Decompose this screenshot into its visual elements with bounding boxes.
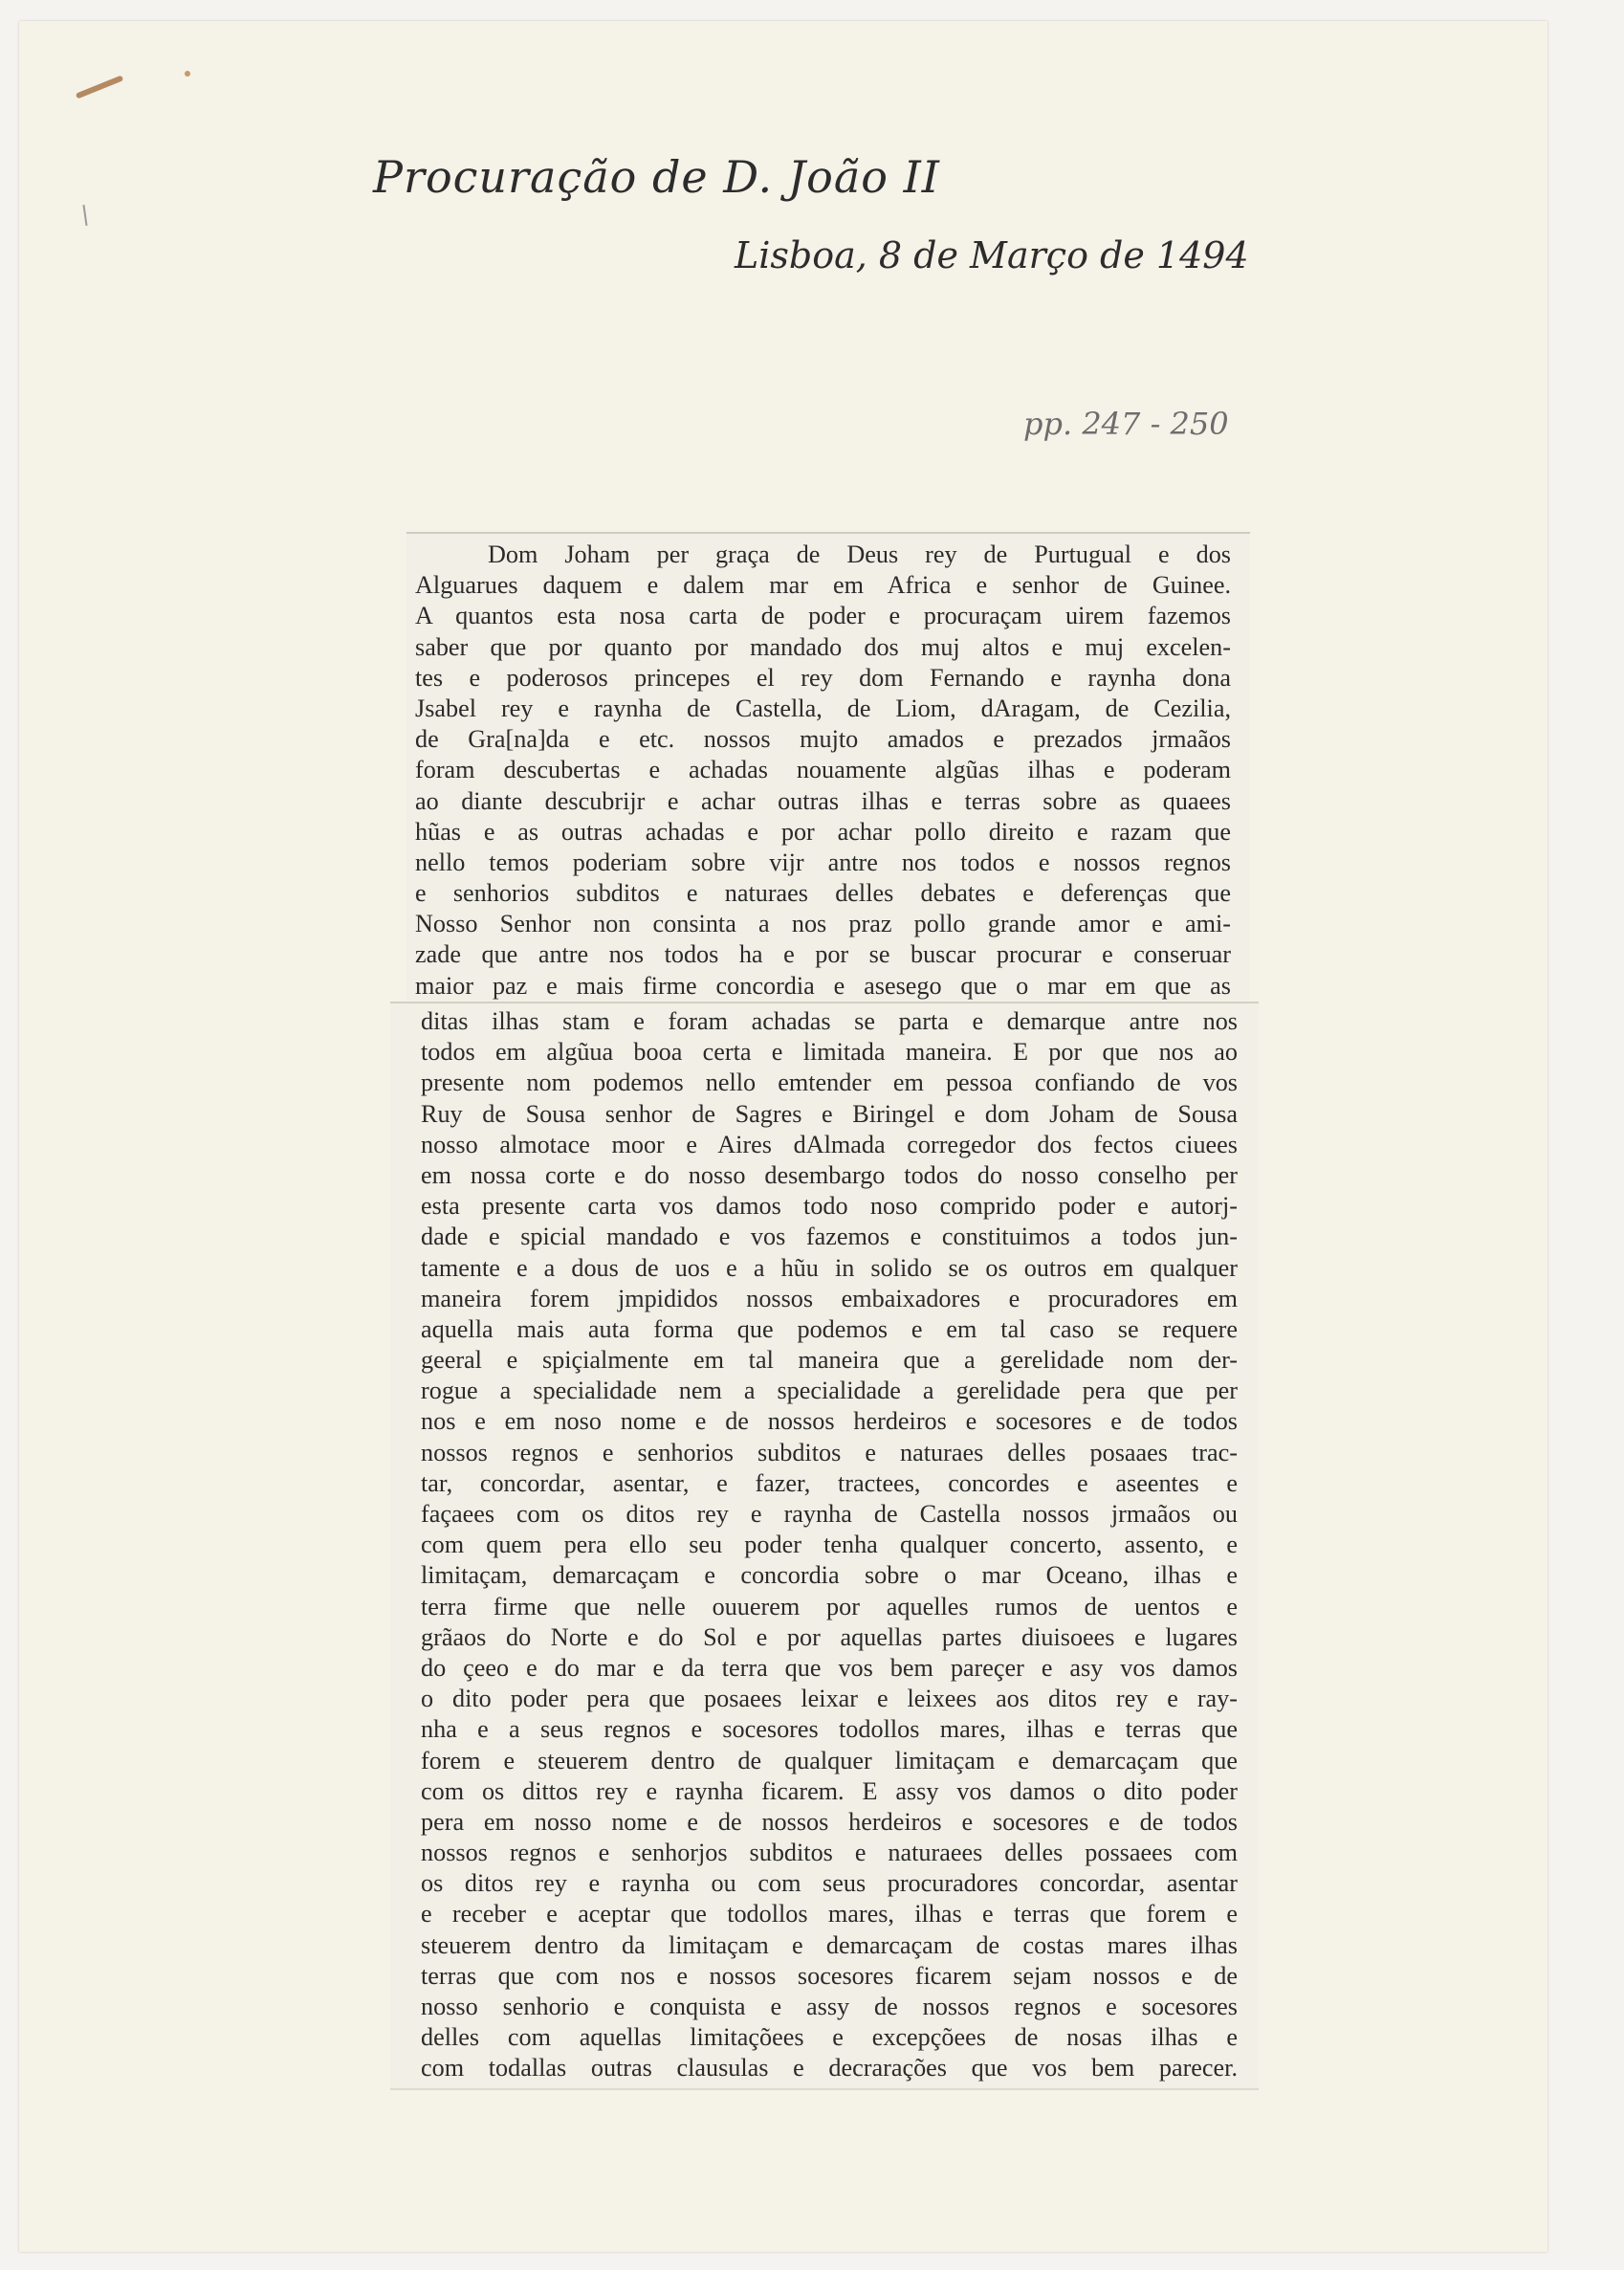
text-line-content: e senhorios subditos e naturaes delles debates e deferenças que <box>415 879 1231 908</box>
text-line <box>421 1899 1238 1929</box>
text-line-content: os ditos rey e raynha ou com seus procuradores concordar, asentar <box>421 1869 1238 1898</box>
text-line-content: foram descubertas e achadas nouamente algũas ilhas e poderam <box>415 756 1231 784</box>
text-line <box>415 786 1231 817</box>
rust-spot <box>185 71 190 77</box>
text-line-content: e receber e aceptar que todollos mares, ilhas e terras que forem e <box>421 1900 1238 1928</box>
text-line <box>421 1622 1238 1653</box>
handwritten-place-date: Lisboa, 8 de Março de 1494 <box>735 234 1249 276</box>
text-line-content: façaees com os ditos rey e raynha de Castella nossos jrmaãos ou <box>421 1500 1238 1528</box>
text-line <box>415 848 1231 878</box>
text-line <box>421 1191 1238 1222</box>
text-line <box>421 1222 1238 1252</box>
text-line <box>421 1653 1238 1684</box>
text-line <box>415 939 1231 970</box>
text-line-content: de Gra[na]da e etc. nossos mujto amados e prezados jrmaãos <box>415 725 1231 754</box>
text-line <box>415 909 1231 939</box>
text-line-content: nello temos poderiam sobre vijr antre nos todos e nossos regnos <box>415 848 1231 876</box>
text-line-content: forem e steuerem dentro de qualquer limitaçam e demarcaçam que <box>421 1746 1238 1774</box>
text-line-content: nossos regnos e senhorios subditos e naturaes delles posaaes trac- <box>421 1438 1238 1466</box>
text-line <box>421 1560 1238 1591</box>
text-line <box>421 1807 1238 1838</box>
text-line <box>415 817 1231 848</box>
staple-mark <box>76 75 123 99</box>
text-line <box>415 540 1231 570</box>
text-line-content: hũas e as outras achadas e por achar pollo direito e razam que <box>415 817 1231 846</box>
text-line-content: aquella mais auta forma que podemos e em tal caso se requere <box>421 1314 1238 1343</box>
text-line <box>415 755 1231 785</box>
text-line-content: tes e poderosos princepes el rey dom Fernando e raynha dona <box>415 663 1231 692</box>
text-line-content: tar, concordar, asentar, e fazer, tractees, concordes e aseentes e <box>421 1468 1238 1497</box>
text-line <box>421 2053 1238 2083</box>
pencil-tick-mark <box>82 205 87 226</box>
text-line-content: ao diante descubrijr e achar outras ilhas e terras sobre as quaees <box>415 786 1231 815</box>
text-line-content: todos em algũua booa certa e limitada maneira. E por que nos ao <box>421 1038 1238 1067</box>
text-line <box>421 1499 1238 1530</box>
text-line-content: do çeeo e do mar e da terra que vos bem pareçer e asy vos damos <box>421 1653 1238 1682</box>
text-line-content: maior paz e mais firme concordia e asesego que o mar em que as <box>415 971 1231 1000</box>
text-line-content: Alguarues daquem e dalem mar em Africa e senhor de Guinee. <box>415 571 1231 600</box>
text-line-content: presente nom podemos nello emtender em pessoa confiando de vos <box>421 1069 1238 1097</box>
text-line <box>421 1468 1238 1499</box>
text-line <box>421 1838 1238 1868</box>
text-line-content: dade e spicial mandado e vos fazemos e constituimos a todos jun- <box>421 1223 1238 1251</box>
handwritten-page-reference: pp. 247 - 250 <box>1023 406 1229 442</box>
text-line <box>421 1406 1238 1437</box>
text-line-content: com todallas outras clausulas e decrarações que vos bem parecer. <box>421 2054 1238 2083</box>
text-line <box>421 1314 1238 1345</box>
text-line <box>415 570 1231 601</box>
text-line-content: ditas ilhas stam e foram achadas se parta e demarque antre nos <box>421 1007 1238 1035</box>
text-line <box>421 1530 1238 1560</box>
text-line-content: rogue a specialidade nem a specialidade a gerelidade pera que per <box>421 1377 1238 1405</box>
handwritten-title: Procuração de D. João II <box>373 151 940 203</box>
text-line <box>421 1684 1238 1714</box>
text-line-content: terra firme que nelle ouuerem por aquelles rumos de uentos e <box>421 1592 1238 1620</box>
text-line-content: Dom Joham per graça de Deus rey de Purtugual e dos <box>488 540 1231 568</box>
text-line-content: maneira forem jmpididos nossos embaixadores e procuradores em <box>421 1284 1238 1312</box>
text-line-content: Nosso Senhor non consinta a nos praz pollo grande amor e ami- <box>415 910 1231 938</box>
text-line-content: Ruy de Sousa senhor de Sagres e Biringel e dom Joham de Sousa <box>421 1099 1238 1128</box>
text-line <box>415 632 1231 663</box>
text-line <box>415 724 1231 755</box>
text-line-content: o dito poder pera que posaees leixar e leixees aos ditos rey e ray- <box>421 1685 1238 1713</box>
text-line <box>421 1714 1238 1745</box>
text-line <box>421 1345 1238 1376</box>
text-line <box>415 971 1231 1002</box>
text-line <box>415 694 1231 724</box>
text-line-content: com os dittos rey e raynha ficarem. E assy vos damos o dito poder <box>421 1776 1238 1805</box>
text-line <box>421 1992 1238 2022</box>
text-line <box>421 1961 1238 1992</box>
text-line <box>421 1037 1238 1068</box>
text-clipping-bottom <box>390 1002 1259 2090</box>
text-clipping-top <box>406 532 1250 1001</box>
text-line <box>421 1006 1238 1037</box>
text-line <box>415 601 1231 631</box>
text-line <box>421 1284 1238 1314</box>
text-line <box>421 2022 1238 2053</box>
text-line-content: nosso almotace moor e Aires dAlmada corregedor dos fectos ciuees <box>421 1130 1238 1158</box>
text-line-content: nos e em noso nome e de nossos herdeiros e socesores e de todos <box>421 1407 1238 1436</box>
text-line <box>421 1068 1238 1098</box>
text-line <box>421 1746 1238 1776</box>
text-line-content: saber que por quanto por mandado dos muj altos e muj excelen- <box>415 632 1231 661</box>
text-line-content: steuerem dentro da limitaçam e demarcaçam de costas mares ilhas <box>421 1930 1238 1959</box>
text-line <box>421 1930 1238 1961</box>
text-line-content: pera em nosso nome e de nossos herdeiros e socesores e de todos <box>421 1807 1238 1836</box>
text-line-content: delles com aquellas limitaçõees e excepçõees de nosas ilhas e <box>421 2023 1238 2052</box>
text-line-content: limitaçam, demarcaçam e concordia sobre o mar Oceano, ilhas e <box>421 1561 1238 1590</box>
text-line-content: esta presente carta vos damos todo noso comprido poder e autorj- <box>421 1192 1238 1221</box>
text-line-content: A quantos esta nosa carta de poder e procuraçam uirem fazemos <box>415 602 1231 630</box>
text-line-content: nha e a seus regnos e socesores todollos mares, ilhas e terras que <box>421 1715 1238 1744</box>
text-line <box>421 1160 1238 1191</box>
text-line-content: nossos regnos e senhorjos subditos e naturaees delles possaees com <box>421 1839 1238 1867</box>
text-line <box>421 1592 1238 1622</box>
text-line <box>415 663 1231 694</box>
text-line <box>421 1253 1238 1284</box>
text-line-content: terras que com nos e nossos socesores ficarem sejam nossos e de <box>421 1961 1238 1990</box>
text-line-content: zade que antre nos todos ha e por se buscar procurar e conseruar <box>415 940 1231 969</box>
text-line-content: nosso senhorio e conquista e assy de nossos regnos e socesores <box>421 1993 1238 2020</box>
text-line <box>415 878 1231 909</box>
text-line <box>421 1438 1238 1468</box>
text-line <box>421 1130 1238 1160</box>
text-line <box>421 1776 1238 1807</box>
text-line-content: com quem pera ello seu poder tenha qualquer concerto, assento, e <box>421 1531 1238 1559</box>
text-line <box>421 1868 1238 1899</box>
text-line-content: Jsabel rey e raynha de Castella, de Liom, dAragam, de Cezilia, <box>415 694 1231 722</box>
text-line <box>421 1099 1238 1130</box>
text-line <box>421 1376 1238 1406</box>
text-line-content: grãaos do Norte e do Sol e por aquellas partes diuisoees e lugares <box>421 1622 1238 1651</box>
text-line-content: geeral e spiçialmente em tal maneira que a gerelidade nom der- <box>421 1346 1238 1375</box>
text-line-content: tamente e a dous de uos e a hũu in solido se os outros em qualquer <box>421 1253 1238 1282</box>
text-line-content: em nossa corte e do nosso desembargo todos do nosso conselho per <box>421 1160 1238 1189</box>
